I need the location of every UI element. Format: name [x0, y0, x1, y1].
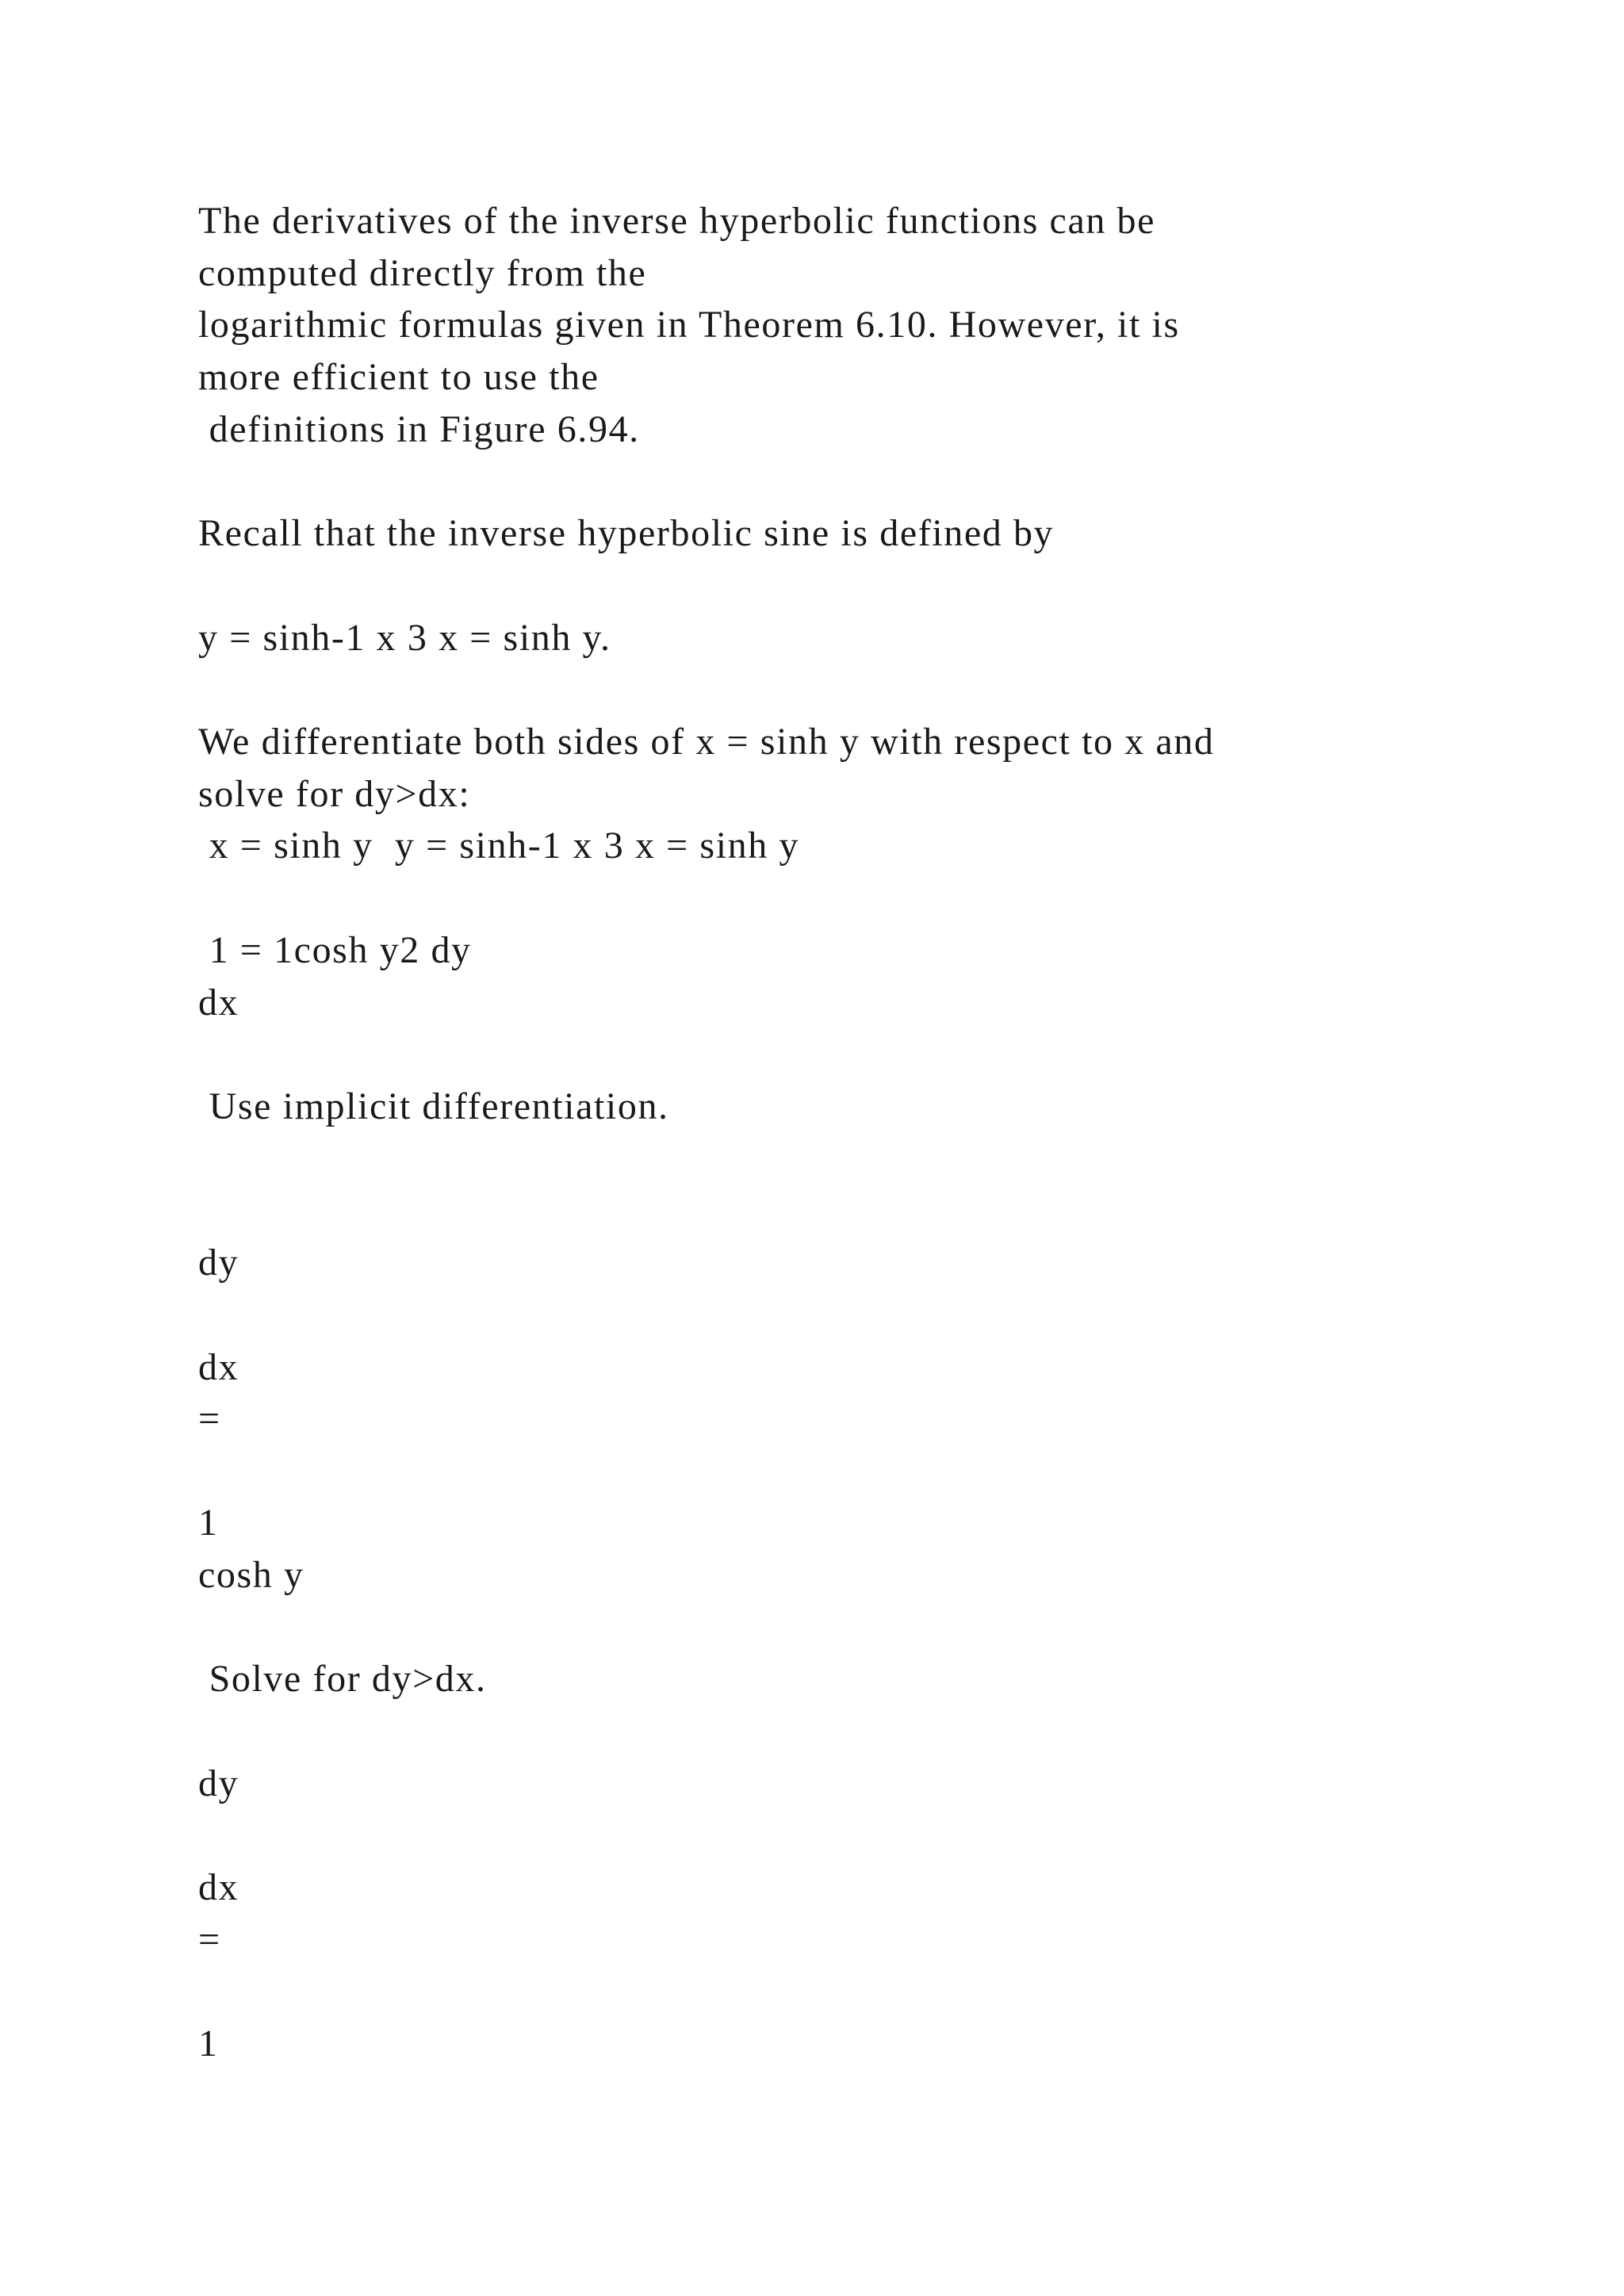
- paragraph-line: solve for dy>dx:: [198, 773, 471, 815]
- paragraph-line: computed directly from the: [198, 252, 647, 294]
- paragraph-line: The derivatives of the inverse hyperbolic functions can be: [198, 200, 1156, 242]
- equation-line: dx: [198, 1866, 239, 1908]
- equation-line: dy: [198, 1242, 239, 1284]
- equation-line: cosh y: [198, 1554, 304, 1596]
- equation-line: 1 = 1cosh y2 dy: [198, 929, 472, 971]
- annotation-line: Use implicit differentiation.: [198, 1085, 669, 1127]
- equation-line: x = sinh y y = sinh-1 x 3 x = sinh y: [198, 825, 800, 867]
- equation-line: dx: [198, 1346, 239, 1388]
- paragraph-line: more efficient to use the: [198, 356, 599, 398]
- equation-line: 1: [198, 2022, 219, 2064]
- equation-line: dy: [198, 1762, 239, 1804]
- paragraph-line: definitions in Figure 6.94.: [198, 408, 640, 450]
- equation-line: 1: [198, 1502, 219, 1544]
- equation-line: =: [198, 1919, 221, 1961]
- paragraph-line: We differentiate both sides of x = sinh y with respect to x and: [198, 721, 1215, 763]
- equation-line: y = sinh-1 x 3 x = sinh y.: [198, 617, 611, 659]
- annotation-line: Solve for dy>dx.: [198, 1658, 487, 1700]
- equation-line: dx: [198, 982, 239, 1024]
- equation-line: =: [198, 1398, 221, 1440]
- paragraph-line: Recall that the inverse hyperbolic sine is defined by: [198, 512, 1055, 554]
- paragraph-line: logarithmic formulas given in Theorem 6.10. However, it is: [198, 304, 1180, 346]
